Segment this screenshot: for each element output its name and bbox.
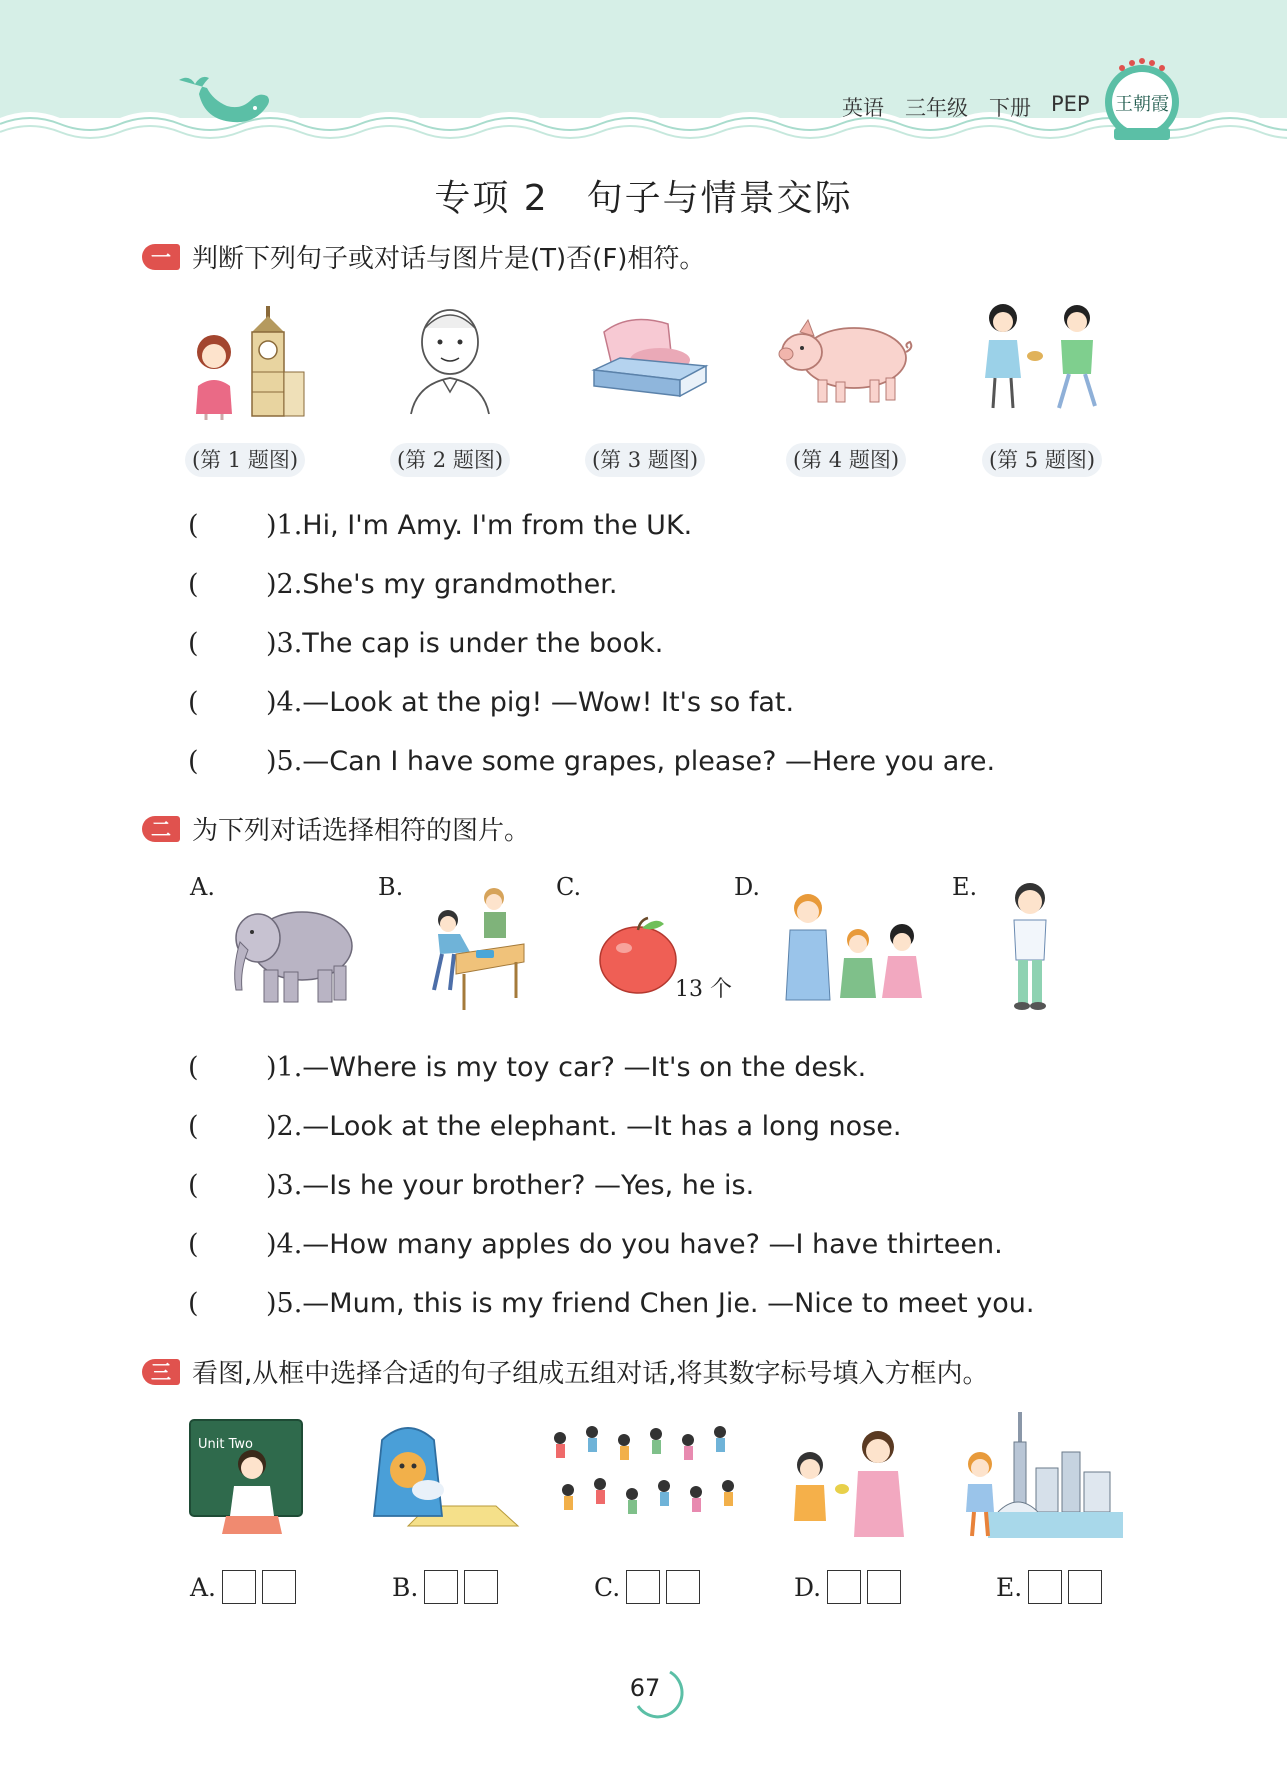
caption-5: (第 5 题图) — [982, 443, 1102, 477]
whale-icon — [175, 72, 275, 134]
answer-box[interactable] — [424, 1570, 458, 1604]
answer-box[interactable] — [626, 1570, 660, 1604]
answer-d — [794, 1570, 901, 1604]
section3-instruction: 看图,从框中选择合适的句子组成五组对话,将其数字标号填入方框内。 — [192, 1359, 989, 1389]
question-text: —Mum, this is my friend Chen Jie. —Nice to meet you. — [302, 1288, 1035, 1319]
s1-question-2 — [188, 562, 617, 601]
picture-amy-big-ben — [188, 302, 313, 422]
question-text: She's my grandmother. — [302, 569, 618, 600]
answer-box[interactable] — [1068, 1570, 1102, 1604]
header-volume: 下册 — [989, 96, 1031, 120]
picture-boy-and-woman — [780, 1425, 920, 1540]
answer-label: D. — [794, 1572, 822, 1602]
answer-blank[interactable]: ( — [188, 1111, 253, 1142]
answer-c — [594, 1570, 700, 1604]
picture-two-children — [975, 300, 1105, 415]
question-text: —Where is my toy car? —It's on the desk. — [302, 1052, 867, 1083]
s1-question-4 — [188, 680, 794, 719]
answer-e — [996, 1570, 1102, 1604]
caption-2: (第 2 题图) — [390, 443, 510, 477]
question-number: )3. — [266, 1170, 303, 1201]
answer-blank[interactable]: ( — [188, 1052, 253, 1083]
s2-question-4 — [188, 1222, 1003, 1261]
picture-brother — [1000, 880, 1060, 1015]
answer-box[interactable] — [1028, 1570, 1062, 1604]
s1-question-1 — [188, 503, 692, 542]
answer-blank[interactable]: ( — [188, 569, 253, 600]
question-text: —How many apples do you have? —I have thirteen. — [302, 1229, 1003, 1260]
picture-teacher-blackboard — [190, 1420, 305, 1535]
section1-badge: 一 — [142, 244, 180, 270]
section2-heading — [142, 810, 530, 847]
question-number: )1. — [266, 510, 303, 541]
s2-question-3 — [188, 1163, 754, 1202]
answer-label: B. — [392, 1572, 419, 1602]
s2-question-1 — [188, 1045, 866, 1084]
brand-text: 王朝霞 — [1115, 94, 1169, 115]
answer-b — [392, 1570, 498, 1604]
picture-cap-under-book — [590, 310, 710, 405]
picture-elephant — [228, 898, 358, 1008]
question-number: )2. — [266, 1111, 303, 1142]
question-number: )5. — [266, 1288, 303, 1319]
answer-box[interactable] — [464, 1570, 498, 1604]
answer-box[interactable] — [262, 1570, 296, 1604]
question-text: —Can I have some grapes, please? —Here you are. — [302, 746, 996, 777]
header-subject: 英语 — [842, 96, 884, 120]
blackboard-text: Unit Two — [198, 1437, 253, 1452]
section2-instruction: 为下列对话选择相符的图片。 — [192, 816, 531, 846]
section3-heading — [142, 1353, 989, 1390]
picture-mum-and-friend — [776, 888, 936, 1008]
answer-box[interactable] — [666, 1570, 700, 1604]
answer-blank[interactable]: ( — [188, 1229, 253, 1260]
question-text: —Look at the elephant. —It has a long nose. — [302, 1111, 902, 1142]
option-a-label: A. — [190, 873, 215, 901]
question-text: The cap is under the book. — [302, 628, 664, 659]
answer-label: E. — [996, 1572, 1023, 1602]
question-number: )5. — [266, 746, 303, 777]
answer-box[interactable] — [867, 1570, 901, 1604]
question-text: Hi, I'm Amy. I'm from the UK. — [302, 510, 693, 541]
header-edition: PEP — [1051, 92, 1090, 116]
answer-blank[interactable]: ( — [188, 687, 253, 718]
answer-label: A. — [190, 1572, 217, 1602]
answer-label: C. — [594, 1572, 621, 1602]
answer-blank[interactable]: ( — [188, 1288, 253, 1319]
picture-apple — [596, 916, 682, 996]
answer-box[interactable] — [222, 1570, 256, 1604]
apple-count: 13 个 — [675, 977, 732, 1002]
section1-instruction: 判断下列句子或对话与图片是(T)否(F)相符。 — [192, 244, 706, 274]
answer-blank[interactable]: ( — [188, 746, 253, 777]
answer-blank[interactable]: ( — [188, 628, 253, 659]
picture-many-children — [548, 1420, 753, 1538]
option-d-label: D. — [734, 873, 761, 901]
picture-toy-car-desk — [420, 882, 530, 1012]
picture-grandfather — [405, 302, 495, 417]
s2-question-5 — [188, 1281, 1034, 1320]
answer-box[interactable] — [827, 1570, 861, 1604]
question-number: )2. — [266, 569, 303, 600]
picture-city-skyline — [958, 1412, 1123, 1540]
page-number: 67 — [629, 1674, 661, 1702]
section2-badge: 二 — [142, 816, 180, 842]
question-number: )4. — [266, 687, 303, 718]
question-number: )4. — [266, 1229, 303, 1260]
answer-a — [190, 1570, 296, 1604]
header-grade: 三年级 — [905, 96, 968, 120]
brand-seal-logo — [1102, 58, 1182, 148]
question-number: )1. — [266, 1052, 303, 1083]
question-text: —Is he your brother? —Yes, he is. — [302, 1170, 755, 1201]
caption-1: (第 1 题图) — [185, 443, 305, 477]
picture-pig — [778, 312, 918, 407]
answer-blank[interactable]: ( — [188, 1170, 253, 1201]
question-text: —Look at the pig! —Wow! It's so fat. — [302, 687, 795, 718]
section1-heading — [142, 238, 705, 275]
caption-3: (第 3 题图) — [585, 443, 705, 477]
s1-question-3 — [188, 621, 663, 660]
section3-badge: 三 — [142, 1359, 180, 1385]
question-number: )3. — [266, 628, 303, 659]
s2-question-2 — [188, 1104, 901, 1143]
option-c-label: C. — [556, 873, 582, 901]
picture-bag — [368, 1420, 520, 1535]
answer-blank[interactable]: ( — [188, 510, 253, 541]
option-e-label: E. — [952, 873, 978, 901]
option-b-label: B. — [378, 873, 404, 901]
s1-question-5 — [188, 739, 995, 778]
page-title: 专项 2 句子与情景交际 — [434, 178, 853, 219]
caption-4: (第 4 题图) — [786, 443, 906, 477]
